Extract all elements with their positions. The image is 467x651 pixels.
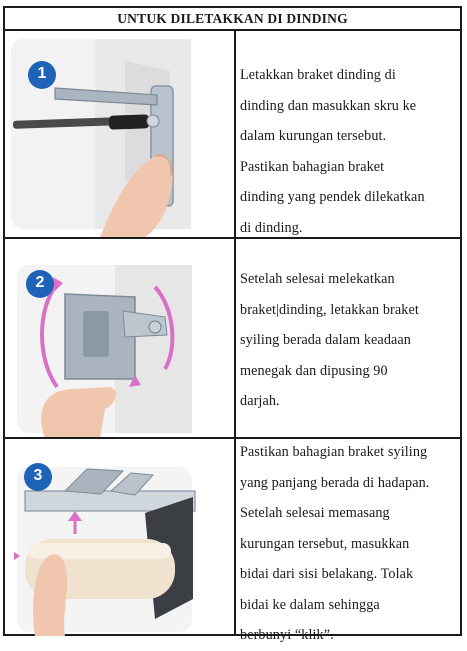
- step-3-line: Pastikan bahagian braket syiling: [240, 444, 428, 460]
- step-3-number-badge: 3: [33, 467, 43, 484]
- step-3-line: bidai ke dalam sehingga: [240, 596, 380, 613]
- step-3-text: [240, 439, 456, 643]
- step-2-line: Setelah selesai melekatkan: [240, 271, 395, 287]
- step-1-text: [240, 31, 456, 238]
- table-title: UNTUK DILETAKKAN DI DINDING: [5, 8, 460, 31]
- instruction-table: [3, 6, 462, 643]
- step-1-line: dinding dan masukkan skru ke: [240, 97, 417, 114]
- pointer-arrow-icon: [14, 552, 20, 560]
- step-2-line: braket|dinding, letakkan braket: [240, 301, 419, 318]
- step-2-line: menegak dan dipusing 90: [240, 362, 388, 379]
- step-1-photo: [5, 31, 234, 238]
- step-3-line: yang panjang berada di hadapan.: [240, 474, 430, 491]
- step-1-line: dalam kurungan tersebut.: [240, 128, 387, 144]
- step-3-line: kurungan tersebut, masukkan: [240, 535, 410, 552]
- rotate-bracket-photo-icon: [5, 239, 234, 439]
- step-2-text: [240, 239, 456, 439]
- step-2-number-badge: 2: [35, 274, 45, 291]
- step-1-line: dinding yang pendek dilekatkan: [240, 189, 425, 205]
- step-1-line: Pastikan bahagian braket: [240, 158, 385, 175]
- step-2-photo: [5, 239, 234, 439]
- step-1-line: Letakkan braket dinding di: [240, 67, 396, 83]
- step-1-line: di dinding.: [240, 219, 303, 236]
- step-1-number-badge: 1: [37, 65, 47, 82]
- step-2-line: syiling berada dalam keadaan: [240, 332, 412, 348]
- step-3-line: berbunyi “klik”.: [240, 627, 334, 643]
- step-3-line: bidai dari sisi belakang. Tolak: [240, 566, 414, 582]
- step-row-2: [5, 239, 460, 439]
- step-row-1: [5, 31, 460, 238]
- screwdriver-bracket-photo-icon: [5, 31, 234, 238]
- step-3-line: Setelah selesai memasang: [240, 505, 390, 521]
- step-row-3: [5, 439, 460, 643]
- step-2-line: darjah.: [240, 393, 280, 409]
- step-3-photo: [5, 439, 234, 636]
